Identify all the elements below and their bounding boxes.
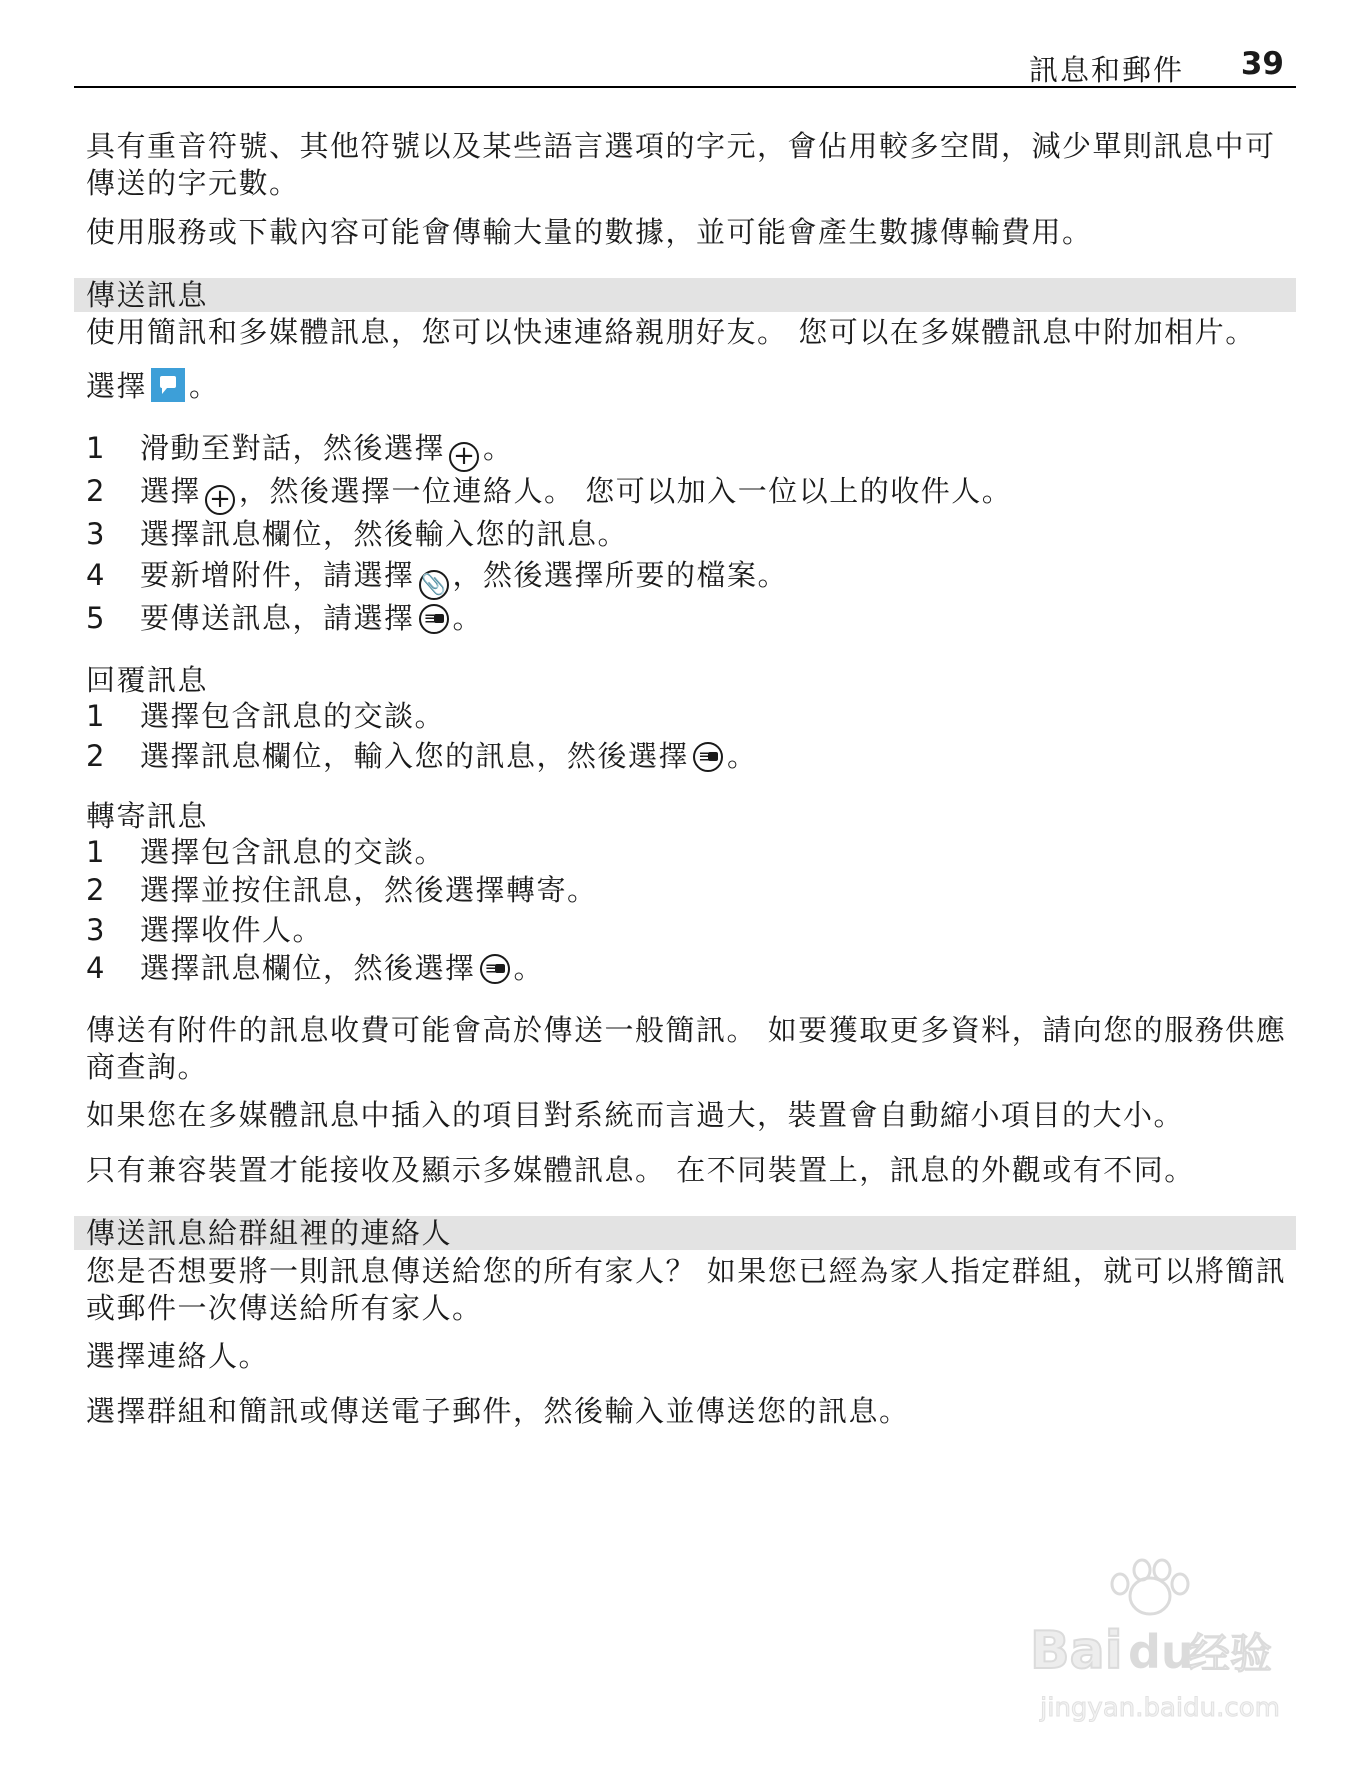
send-step-1: [86, 428, 1296, 468]
step-number: 1: [86, 835, 106, 869]
watermark-brand-2: du: [1128, 1625, 1194, 1679]
send-step-5: [86, 598, 1296, 638]
step-text-end: 。: [727, 739, 758, 773]
select-end: 。: [189, 369, 220, 403]
watermark-cn: 经验: [1188, 1629, 1273, 1678]
step-number: 2: [86, 739, 106, 773]
step-text: 要新增附件，請選擇: [140, 558, 415, 592]
intro-paragraph-1: 具有重音符號、其他符號以及某些語言選項的字元，會佔用較多空間，減少單則訊息中可傳送的字元數。: [86, 129, 1276, 200]
step-text: 選擇包含訊息的交談。: [140, 835, 446, 869]
forward-heading: 轉寄訊息: [86, 799, 209, 833]
plus-circle-icon: [205, 485, 235, 515]
send-description: 使用簡訊和多媒體訊息，您可以快速連絡親朋好友。 您可以在多媒體訊息中附加相片。: [86, 315, 1256, 349]
group-paragraph-1: 您是否想要將一則訊息傳送給您的所有家人？ 如果您已經為家人指定群組，就可以將簡訊或郵件一次傳送給所有家人。: [86, 1254, 1287, 1325]
page-number: 39: [1240, 46, 1284, 82]
step-number: 4: [86, 558, 106, 592]
forward-step-1: [86, 832, 1296, 872]
send-circle-icon: [419, 604, 449, 634]
step-number: 5: [86, 601, 106, 635]
section-title: 訊息和郵件: [1028, 53, 1184, 87]
step-text-end: 。: [513, 951, 545, 985]
page-header: [74, 40, 1296, 88]
step-number: 4: [86, 951, 106, 985]
note-paragraph-1: 傳送有附件的訊息收費可能會高於傳送一般簡訊。 如要獲取更多資料，請向您的服務供應商查詢。: [86, 1013, 1287, 1084]
step-text: 選擇收件人。: [140, 913, 324, 947]
reply-step-1: [86, 696, 1296, 736]
step-text-end: ，然後選擇所要的檔案。: [452, 558, 789, 592]
plus-circle-icon: [449, 442, 479, 472]
reply-step-2: [86, 736, 1296, 776]
step-number: 3: [86, 913, 106, 947]
messaging-tile-icon: [151, 368, 185, 402]
forward-step-2: [86, 870, 1296, 910]
step-text-end: 。: [452, 601, 484, 635]
reply-heading: 回覆訊息: [86, 663, 209, 697]
intro-paragraph-2: 使用服務或下載內容可能會傳輸大量的數據，並可能會產生數據傳輸費用。: [86, 215, 1093, 249]
watermark-brand: Bai: [1030, 1621, 1123, 1681]
paw-icon: [1112, 1560, 1188, 1614]
baidu-watermark-logo: [1000, 1556, 1300, 1736]
note-paragraph-2: 如果您在多媒體訊息中插入的項目對系統而言過大，裝置會自動縮小項目的大小。: [86, 1098, 1185, 1132]
send-step-2: [86, 471, 1296, 511]
step-number: 3: [86, 517, 106, 551]
group-paragraph-3: 選擇群組和簡訊或傳送電子郵件，然後輸入並傳送您的訊息。: [86, 1394, 910, 1428]
send-step-4: [86, 555, 1296, 595]
step-text: 選擇訊息欄位，輸入您的訊息，然後選擇: [140, 739, 690, 773]
watermark-url: jingyan.baidu.com: [1040, 1693, 1280, 1723]
step-text: 選擇: [140, 474, 202, 508]
step-number: 1: [86, 431, 106, 465]
send-step-3: [86, 514, 1296, 554]
step-number: 1: [86, 699, 106, 733]
select-label: 選擇: [86, 369, 148, 403]
step-text: 選擇訊息欄位，然後選擇: [140, 951, 476, 985]
send-circle-icon: [693, 742, 723, 772]
group-paragraph-2: 選擇連絡人。: [86, 1339, 270, 1373]
step-text-end: ，然後選擇一位連絡人。 您可以加入一位以上的收件人。: [239, 474, 1013, 508]
paperclip-circle-icon: [419, 570, 449, 600]
step-text: 選擇訊息欄位，然後輸入您的訊息。: [140, 517, 629, 551]
section-heading-bar: [74, 1216, 1296, 1250]
section-heading: 傳送訊息給群組裡的連絡人: [86, 1216, 453, 1250]
step-text: 滑動至對話，然後選擇: [140, 431, 446, 465]
send-circle-icon: [480, 954, 510, 984]
step-number: 2: [86, 873, 106, 907]
forward-step-3: [86, 910, 1296, 950]
step-number: 2: [86, 474, 106, 508]
step-text: 要傳送訊息，請選擇: [140, 601, 415, 635]
select-messaging-line: [86, 368, 1296, 405]
forward-step-4: [86, 948, 1296, 988]
note-paragraph-3: 只有兼容裝置才能接收及顯示多媒體訊息。 在不同裝置上，訊息的外觀或有不同。: [86, 1153, 1195, 1187]
section-heading-bar: [74, 278, 1296, 312]
step-text: 選擇包含訊息的交談。: [140, 699, 446, 733]
step-text: 選擇並按住訊息，然後選擇轉寄。: [140, 873, 598, 907]
step-text-end: 。: [483, 431, 514, 465]
section-heading: 傳送訊息: [86, 278, 209, 312]
